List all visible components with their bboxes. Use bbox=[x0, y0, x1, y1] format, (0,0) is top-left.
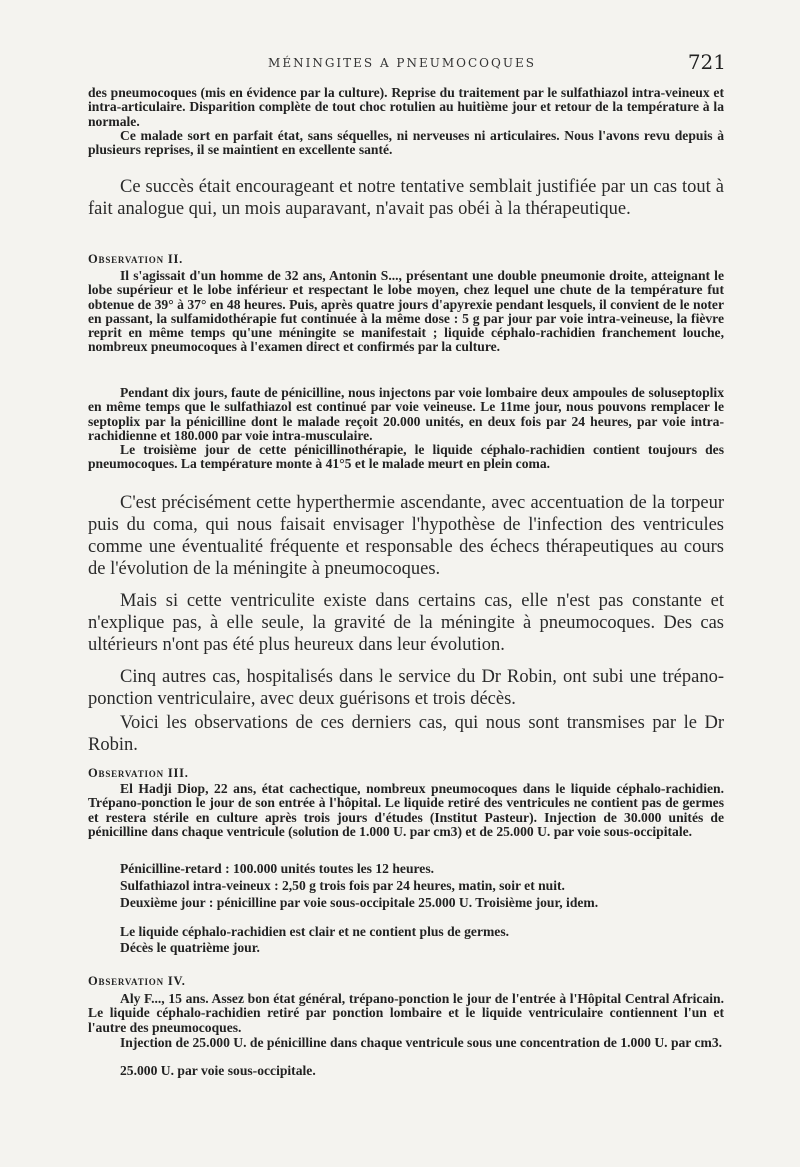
heading-observation-2: Observation II. bbox=[88, 252, 184, 266]
paragraph-obs3-penicillin: Pénicilline-retard : 100.000 unités toutes les 12 heures. bbox=[120, 861, 435, 876]
paragraph-outcome: Ce malade sort en parfait état, sans séquelles, ni nerveuses ni articulaires. Nous l'avons revu depuis à plusieurs reprises, il se maintient en excellente santé. bbox=[88, 128, 724, 158]
paragraph-obs3-sulfathiazol: Sulfathiazol intra-veineux : 2,50 g trois fois par 24 heures, matin, soir et nuit. bbox=[120, 878, 565, 893]
paragraph-obs3-days: Deuxième jour : pénicilline par voie sous-occipitale 25.000 U. Troisième jour, idem. bbox=[120, 895, 599, 910]
paragraph-obs3-clear: Le liquide céphalo-rachidien est clair et ne contient plus de germes. bbox=[120, 924, 510, 939]
heading-observation-4: Observation IV. bbox=[88, 974, 186, 988]
paragraph-five-cases: Cinq autres cas, hospitalisés dans le service du Dr Robin, ont subi une trépano-ponction ventriculaire, avec deux guérisons et trois décès. bbox=[88, 667, 724, 709]
paragraph-success: Ce succès était encourageant et notre tentative semblait justifiée par un cas tout à fait analogue qui, un mois auparavant, n'avait pas obéi à la thérapeutique. bbox=[88, 177, 724, 219]
heading-observation-3: Observation III. bbox=[88, 766, 189, 780]
paragraph-obs3-death: Décès le quatrième jour. bbox=[120, 940, 260, 955]
paragraph-case-end: des pneumocoques (mis en évidence par la culture). Reprise du traitement par le sulfathiazol intra-veineux et intra-articulaire. Disparition complète de tout choc rotulien au huitième jour et retour de la température à la normale. bbox=[88, 85, 724, 129]
paragraph-obs4-case: Aly F..., 15 ans. Assez bon état général, trépano-ponction le jour de l'entrée à l'Hôpital Central Africain. Le liquide céphalo-rachidien retiré par ponction lombaire et le liquide ventriculaire contiennent l'un et l'autre des pneumocoques. bbox=[88, 991, 724, 1035]
paragraph-observations-intro: Voici les observations de ces derniers cas, qui nous sont transmises par le Dr Robin. bbox=[88, 713, 724, 755]
page-header bbox=[0, 50, 800, 74]
paragraph-obs3-case: El Hadji Diop, 22 ans, état cachectique, nombreux pneumocoques dans le liquide céphalo-rachidien. Trépano-ponction le jour de son entrée à l'hôpital. Le liquide retiré des ventricules ne contient pas de germes et restera stérile en culture après trois jours d'études (Institut Pasteur). Injection de 30.000 unités de pénicilline dans chaque ventricule (solution de 1.000 U. par cm3) et de 25.000 U. par voie sous-occipitale. bbox=[88, 781, 724, 839]
paragraph-obs2-death: Le troisième jour de cette pénicillinothérapie, le liquide céphalo-rachidien contient toujours des pneumocoques. La température monte à 41°5 et le malade meurt en plein coma. bbox=[88, 442, 724, 472]
paragraph-obs4-suboccipital: 25.000 U. par voie sous-occipitale. bbox=[120, 1063, 316, 1078]
paragraph-obs2-treatment: Pendant dix jours, faute de pénicilline, nous injectons par voie lombaire deux ampoules de soluseptoplix en même temps que le sulfathiazol est continué par voie veineuse. Le 11me jour, nous pouvons remplacer le septoplix par la pénicilline dont le malade reçoit 20.000 unités, en deux fois par 24 heures, par voie intra-rachidienne et 180.000 par voie intra-musculaire. bbox=[88, 385, 724, 443]
paragraph-ventriculitis: Mais si cette ventriculite existe dans certains cas, elle n'est pas constante et n'explique pas, à elle seule, la gravité de la méningite à pneumocoques. Des cas ultérieurs n'ont pas été plus heureux dans leur évolution. bbox=[88, 591, 724, 655]
page-number: 721 bbox=[687, 50, 726, 74]
paragraph-obs4-injection: Injection de 25.000 U. de pénicilline dans chaque ventricule sous une concentration de 1.000 U. par cm3. bbox=[120, 1035, 723, 1050]
paragraph-hyperthermia: C'est précisément cette hyperthermie ascendante, avec accentuation de la torpeur puis du coma, qui nous faisait envisager l'hypothèse de l'infection des ventricules comme une éventualité fréquente et responsable des échecs thérapeutiques au cours de l'évolution de la méningite à pneumocoques. bbox=[88, 493, 724, 579]
paragraph-obs2-case: Il s'agissait d'un homme de 32 ans, Antonin S..., présentant une double pneumonie droite, atteignant le lobe supérieur et le lobe inférieur et respectant le lobe moyen, chez lequel une chute de la température fut obtenue de 39° à 37° en 48 heures. Puis, après quatre jours d'apyrexie pendant lesquels, il convient de le noter en passant, la sulfamidothérapie fut continuée à la même dose : 5 g par jour par voie intra-veineuse, la fièvre reprit en même temps qu'une méningite se manifestait ; liquide céphalo-rachidien franchement louche, nombreux pneumocoques à l'examen direct et confirmés par la culture. bbox=[88, 268, 724, 355]
running-title: MÉNINGITES A PNEUMOCOQUES bbox=[268, 56, 536, 70]
